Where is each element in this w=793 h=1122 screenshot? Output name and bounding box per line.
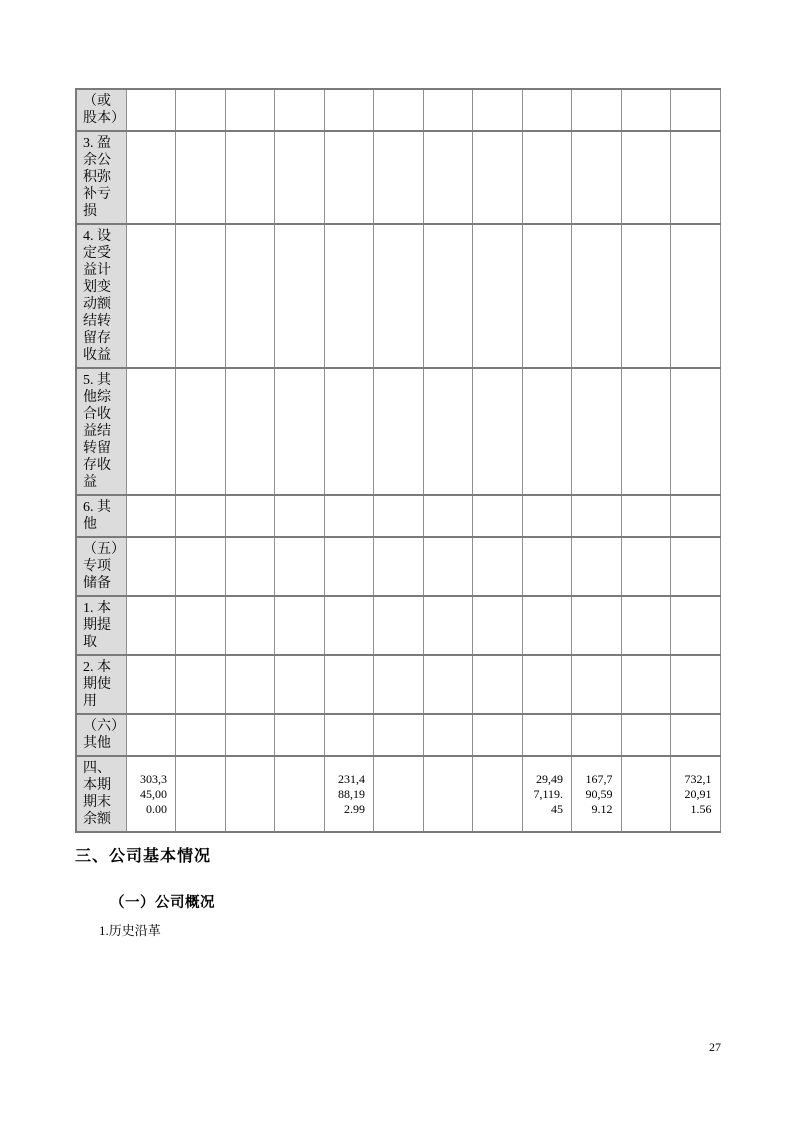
table-cell bbox=[225, 655, 275, 714]
table-cell bbox=[225, 596, 275, 655]
table-cell bbox=[225, 537, 275, 596]
subsection-heading: （一）公司概况 bbox=[110, 895, 215, 911]
table-cell bbox=[671, 537, 721, 596]
table-cell bbox=[324, 224, 374, 368]
table-cell: 303,345,000.00 bbox=[126, 756, 176, 832]
table-cell bbox=[374, 655, 424, 714]
table-cell bbox=[621, 495, 671, 537]
table-cell bbox=[572, 537, 622, 596]
row-label: 1. 本期提取 bbox=[76, 596, 126, 655]
table-row bbox=[76, 756, 720, 832]
table-cell bbox=[473, 596, 523, 655]
table-cell bbox=[671, 655, 721, 714]
table-cell bbox=[275, 224, 325, 368]
row-label: 4. 设定受益计划变动额结转留存收益 bbox=[76, 224, 126, 368]
table-row bbox=[76, 714, 720, 756]
row-label: 3. 盈余公积弥补亏损 bbox=[76, 131, 126, 224]
table-cell bbox=[324, 596, 374, 655]
table-cell bbox=[126, 89, 176, 131]
table-cell: 732,120,911.56 bbox=[671, 756, 721, 832]
table-cell bbox=[374, 495, 424, 537]
table-cell bbox=[176, 495, 226, 537]
table-cell bbox=[423, 495, 473, 537]
table-cell bbox=[572, 224, 622, 368]
table-cell bbox=[176, 655, 226, 714]
equity-table bbox=[75, 88, 721, 833]
table-cell bbox=[621, 756, 671, 832]
table-cell bbox=[176, 756, 226, 832]
table-cell bbox=[522, 131, 572, 224]
table-cell bbox=[621, 537, 671, 596]
table-cell bbox=[324, 714, 374, 756]
table-cell bbox=[176, 714, 226, 756]
table-cell bbox=[176, 131, 226, 224]
row-label: 四、本期期末余额 bbox=[76, 756, 126, 832]
table-cell bbox=[374, 224, 424, 368]
table-cell bbox=[374, 537, 424, 596]
table-cell bbox=[522, 495, 572, 537]
table-cell bbox=[374, 131, 424, 224]
table-cell bbox=[473, 89, 523, 131]
row-label: （六）其他 bbox=[76, 714, 126, 756]
table-cell bbox=[572, 596, 622, 655]
table-cell bbox=[176, 596, 226, 655]
table-cell bbox=[423, 368, 473, 495]
table-cell bbox=[126, 131, 176, 224]
table-cell bbox=[176, 368, 226, 495]
table-cell bbox=[522, 655, 572, 714]
table-cell bbox=[621, 131, 671, 224]
table-cell bbox=[324, 537, 374, 596]
row-label: 5. 其他综合收益结转留存收益 bbox=[76, 368, 126, 495]
table-cell bbox=[522, 714, 572, 756]
table-cell bbox=[621, 714, 671, 756]
table-cell bbox=[621, 224, 671, 368]
table-cell bbox=[324, 368, 374, 495]
table-cell bbox=[423, 756, 473, 832]
table-cell bbox=[522, 596, 572, 655]
table-cell bbox=[572, 714, 622, 756]
table-cell bbox=[572, 655, 622, 714]
row-label: （或股本） bbox=[76, 89, 126, 131]
table-cell bbox=[423, 89, 473, 131]
table-row bbox=[76, 655, 720, 714]
table-cell bbox=[126, 596, 176, 655]
table-cell bbox=[423, 596, 473, 655]
table-cell bbox=[522, 537, 572, 596]
table-cell bbox=[126, 368, 176, 495]
table-cell bbox=[473, 537, 523, 596]
row-label: （五）专项储备 bbox=[76, 537, 126, 596]
table-cell bbox=[473, 655, 523, 714]
table-cell bbox=[473, 756, 523, 832]
table-cell bbox=[225, 224, 275, 368]
table-cell bbox=[176, 89, 226, 131]
table-cell bbox=[423, 655, 473, 714]
table-cell bbox=[374, 368, 424, 495]
table-cell bbox=[324, 495, 374, 537]
table-cell bbox=[671, 714, 721, 756]
table-cell bbox=[671, 224, 721, 368]
table-cell bbox=[621, 655, 671, 714]
item-heading: 1.历史沿革 bbox=[99, 923, 161, 938]
table-cell bbox=[522, 224, 572, 368]
row-label: 2. 本期使用 bbox=[76, 655, 126, 714]
table-cell bbox=[374, 89, 424, 131]
table-cell bbox=[126, 495, 176, 537]
table-cell bbox=[621, 89, 671, 131]
table-cell bbox=[671, 596, 721, 655]
table-cell bbox=[671, 368, 721, 495]
table-cell bbox=[423, 714, 473, 756]
table-row bbox=[76, 131, 720, 224]
table-cell bbox=[225, 368, 275, 495]
table-cell bbox=[572, 368, 622, 495]
table-cell bbox=[423, 224, 473, 368]
table-cell bbox=[522, 89, 572, 131]
table-cell bbox=[225, 89, 275, 131]
table-cell bbox=[275, 596, 325, 655]
table-cell: 29,497,119.45 bbox=[522, 756, 572, 832]
table-cell bbox=[126, 537, 176, 596]
table-cell bbox=[126, 714, 176, 756]
row-label: 6. 其他 bbox=[76, 495, 126, 537]
table-cell bbox=[374, 596, 424, 655]
table-cell bbox=[275, 495, 325, 537]
table-cell bbox=[473, 714, 523, 756]
table-cell bbox=[176, 224, 226, 368]
table-cell bbox=[324, 89, 374, 131]
table-cell bbox=[275, 89, 325, 131]
table-cell bbox=[423, 131, 473, 224]
table-cell bbox=[671, 495, 721, 537]
table-cell bbox=[572, 131, 622, 224]
table-cell bbox=[225, 131, 275, 224]
table-cell bbox=[374, 756, 424, 832]
table-cell bbox=[621, 368, 671, 495]
table-cell bbox=[275, 655, 325, 714]
table-cell bbox=[473, 368, 523, 495]
table-cell bbox=[324, 655, 374, 714]
table-cell bbox=[126, 224, 176, 368]
table-cell bbox=[572, 89, 622, 131]
table-cell bbox=[225, 714, 275, 756]
table-cell: 167,790,599.12 bbox=[572, 756, 622, 832]
equity-table-body bbox=[76, 89, 720, 832]
table-cell bbox=[572, 495, 622, 537]
table-row bbox=[76, 495, 720, 537]
table-cell bbox=[275, 714, 325, 756]
table-cell bbox=[473, 131, 523, 224]
table-cell bbox=[374, 714, 424, 756]
table-row bbox=[76, 596, 720, 655]
table-cell bbox=[671, 131, 721, 224]
table-row bbox=[76, 89, 720, 131]
table-cell bbox=[225, 495, 275, 537]
table-cell bbox=[275, 368, 325, 495]
table-cell bbox=[275, 131, 325, 224]
table-row bbox=[76, 537, 720, 596]
table-cell bbox=[522, 368, 572, 495]
table-cell bbox=[225, 756, 275, 832]
table-cell bbox=[671, 89, 721, 131]
table-row bbox=[76, 368, 720, 495]
table-cell bbox=[275, 537, 325, 596]
table-cell bbox=[423, 537, 473, 596]
table-cell bbox=[275, 756, 325, 832]
section-heading: 三、公司基本情况 bbox=[75, 848, 212, 865]
table-cell: 231,488,192.99 bbox=[324, 756, 374, 832]
table-cell bbox=[621, 596, 671, 655]
table-cell bbox=[126, 655, 176, 714]
table-row bbox=[76, 224, 720, 368]
table-cell bbox=[473, 224, 523, 368]
table-cell bbox=[473, 495, 523, 537]
page-number: 27 bbox=[709, 1040, 721, 1054]
table-cell bbox=[176, 537, 226, 596]
table-cell bbox=[324, 131, 374, 224]
